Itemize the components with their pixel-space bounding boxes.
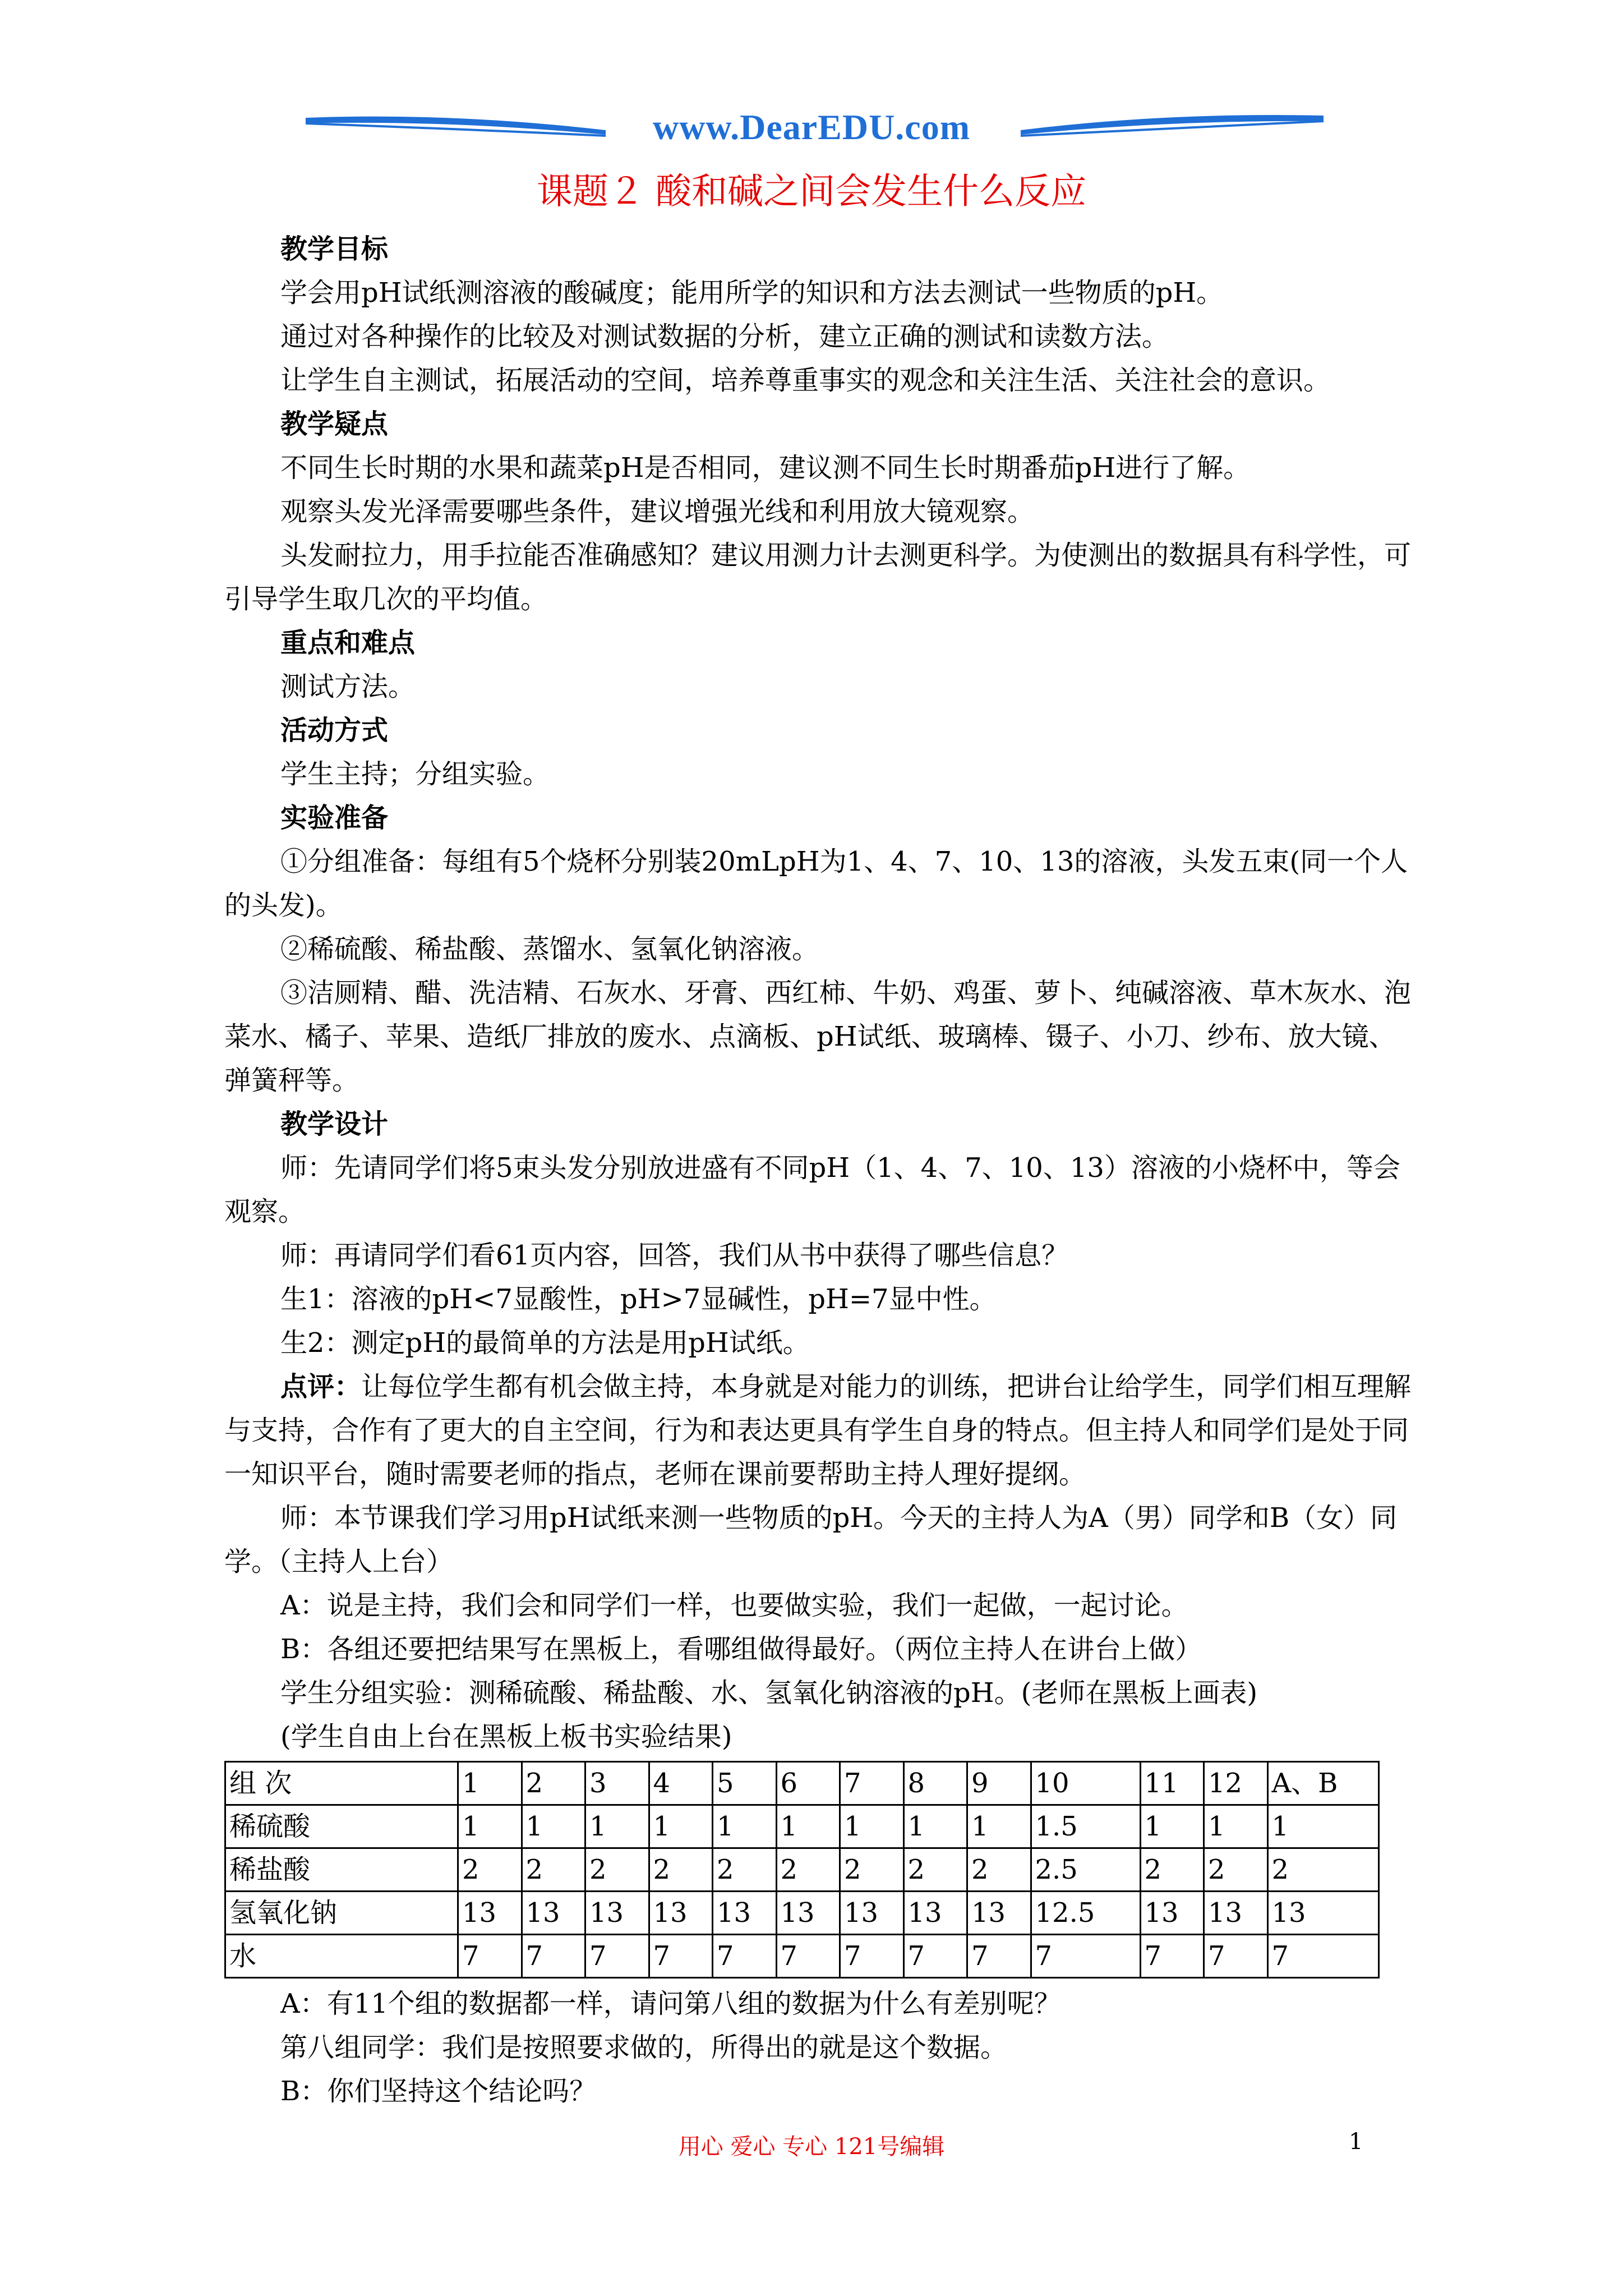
section-heading: 重点和难点 <box>280 627 416 659</box>
table-cell: 1 <box>458 1805 522 1848</box>
table-cell: 12.5 <box>1031 1892 1140 1935</box>
table-row <box>225 1892 1379 1935</box>
table-row <box>225 1805 1379 1848</box>
paragraph: 头发耐拉力，用手拉能否准确感知？建议用测力计去测更科学。为使测出的数据具有科学性，可引导学生取几次的平均值。 <box>224 540 1412 615</box>
paragraph: 让学生自主测试，拓展活动的空间，培养尊重事实的观念和关注生活、关注社会的意识。 <box>280 365 1331 396</box>
table-row <box>225 1848 1379 1892</box>
table-cell: 13 <box>713 1892 777 1935</box>
paragraph: 师：再请同学们看61页内容，回答，我们从书中获得了哪些信息？ <box>280 1240 1069 1271</box>
table-cell: 7 <box>1031 1935 1140 1978</box>
results-table <box>224 1761 1380 1978</box>
table-cell: 1 <box>1267 1805 1379 1848</box>
table-cell: 6 <box>776 1762 840 1805</box>
table-cell: 2 <box>458 1848 522 1892</box>
table-cell: 13 <box>458 1892 522 1935</box>
table-cell: 13 <box>1140 1892 1204 1935</box>
table-cell: 1 <box>967 1805 1031 1848</box>
table-cell: 1 <box>1140 1805 1204 1848</box>
table-cell: 7 <box>840 1935 904 1978</box>
table-cell: 1 <box>649 1805 713 1848</box>
table-cell: 2 <box>967 1848 1031 1892</box>
table-cell: 13 <box>903 1892 967 1935</box>
table-cell: 7 <box>967 1935 1031 1978</box>
table-cell: 7 <box>649 1935 713 1978</box>
paragraph: 测试方法。 <box>280 671 416 702</box>
table-cell: 7 <box>1204 1935 1268 1978</box>
table-cell: 5 <box>713 1762 777 1805</box>
paragraph: 师：先请同学们将5束头发分别放进盛有不同pH（1、4、7、10、13）溶液的小烧杯中，等会观察。 <box>224 1152 1400 1227</box>
comment-paragraph <box>224 1365 1413 1496</box>
table-cell: 1 <box>458 1762 522 1805</box>
table-cell: 10 <box>1031 1762 1140 1805</box>
table-cell: 13 <box>649 1892 713 1935</box>
table-cell: 7 <box>522 1935 585 1978</box>
table-cell: 8 <box>903 1762 967 1805</box>
table-cell: 2 <box>649 1848 713 1892</box>
paragraph: 观察头发光泽需要哪些条件，建议增强光线和利用放大镜观察。 <box>280 496 1035 527</box>
table-cell: 2 <box>840 1848 904 1892</box>
table-cell: 稀盐酸 <box>225 1848 458 1892</box>
comment-label: 点评： <box>280 1371 362 1402</box>
page-title: 课题２ 酸和碱之间会发生什么反应 <box>536 171 1087 213</box>
table-cell: 9 <box>967 1762 1031 1805</box>
paragraph: B：各组还要把结果写在黑板上，看哪组做得最好。（两位主持人在讲台上做） <box>280 1634 1202 1665</box>
table-cell: 1 <box>840 1805 904 1848</box>
table-cell: 2 <box>1267 1848 1379 1892</box>
table-cell: 7 <box>1140 1935 1204 1978</box>
paragraph: 不同生长时期的水果和蔬菜pH是否相同，建议测不同生长时期番茄pH进行了解。 <box>280 452 1251 484</box>
table-cell: 2 <box>522 1762 585 1805</box>
table-cell: 7 <box>713 1935 777 1978</box>
table-cell: 7 <box>840 1762 904 1805</box>
paragraph: 通过对各种操作的比较及对测试数据的分析，建立正确的测试和读数方法。 <box>280 321 1169 352</box>
page-footer: 用心 爱心 专心 121号编辑 <box>678 2134 945 2160</box>
paragraph: A：有11个组的数据都一样，请问第八组的数据为什么有差别呢？ <box>280 1988 1061 2019</box>
table-cell: 1 <box>1204 1805 1268 1848</box>
paragraph: ③洁厕精、醋、洗洁精、石灰水、牙膏、西红柿、牛奶、鸡蛋、萝卜、纯碱溶液、草木灰水、泡菜水、橘子、苹果、造纸厂排放的废水、点滴板、pH试纸、玻璃棒、镊子、小刀、纱布、放大镜、弹簧秤等。 <box>224 977 1412 1096</box>
table-header-row <box>225 1762 1379 1805</box>
table-cell: 13 <box>1204 1892 1268 1935</box>
table-cell: 13 <box>522 1892 585 1935</box>
paragraph: 学会用pH试纸测溶液的酸碱度；能用所学的知识和方法去测试一些物质的pH。 <box>280 277 1224 309</box>
table-cell: 水 <box>225 1935 458 1978</box>
table-cell: 2.5 <box>1031 1848 1140 1892</box>
document-body <box>224 227 1413 2113</box>
table-cell: 13 <box>967 1892 1031 1935</box>
table-cell: 氢氧化钠 <box>225 1892 458 1935</box>
paragraph: A：说是主持，我们会和同学们一样，也要做实验，我们一起做，一起讨论。 <box>280 1590 1188 1621</box>
table-cell: 13 <box>1267 1892 1379 1935</box>
paragraph: B：你们坚持这个结论吗？ <box>280 2076 597 2107</box>
table-cell: 2 <box>1140 1848 1204 1892</box>
page-number: 1 <box>1349 2129 1363 2155</box>
table-cell: 7 <box>903 1935 967 1978</box>
table-cell: 2 <box>903 1848 967 1892</box>
table-cell: 2 <box>585 1848 649 1892</box>
table-cell: 1 <box>776 1805 840 1848</box>
section-heading: 教学目标 <box>280 233 389 265</box>
section-heading: 活动方式 <box>280 715 389 746</box>
table-cell: 1.5 <box>1031 1805 1140 1848</box>
paragraph: 师：本节课我们学习用pH试纸来测一些物质的pH。今天的主持人为A（男）同学和B（女）同学。（主持人上台） <box>224 1502 1398 1577</box>
table-cell: 1 <box>903 1805 967 1848</box>
table-cell: 2 <box>1204 1848 1268 1892</box>
table-cell: 3 <box>585 1762 649 1805</box>
paragraph: 学生主持；分组实验。 <box>280 758 550 790</box>
table-cell: 13 <box>585 1892 649 1935</box>
site-header <box>0 95 1623 157</box>
table-cell: 4 <box>649 1762 713 1805</box>
table-cell: 7 <box>585 1935 649 1978</box>
paragraph: 第八组同学：我们是按照要求做的，所得出的就是这个数据。 <box>280 2032 1008 2063</box>
table-cell: 7 <box>776 1935 840 1978</box>
section-heading: 教学设计 <box>280 1108 389 1140</box>
table-cell: 稀硫酸 <box>225 1805 458 1848</box>
table-cell: 12 <box>1204 1762 1268 1805</box>
table-cell: 13 <box>840 1892 904 1935</box>
section-heading: 教学疑点 <box>280 408 389 440</box>
table-row <box>225 1935 1379 1978</box>
section-heading: 实验准备 <box>280 802 389 834</box>
paragraph: (学生自由上台在黑板上板书实验结果) <box>280 1721 732 1752</box>
table-cell: 2 <box>776 1848 840 1892</box>
table-cell: 组 次 <box>225 1762 458 1805</box>
table-cell: 1 <box>585 1805 649 1848</box>
site-logo[interactable]: www.DearEDU.com <box>653 107 970 147</box>
comment-text: 让每位学生都有机会做主持，本身就是对能力的训练，把讲台让给学生，同学们相互理解与支持，合作有了更大的自主空间，行为和表达更具有学生自身的特点。但主持人和同学们是处于同一知识平台，随时需要老师的指点，老师在课前要帮助主持人理好提纲。 <box>224 1371 1412 1490</box>
table-cell: 2 <box>522 1848 585 1892</box>
paragraph: ②稀硫酸、稀盐酸、蒸馏水、氢氧化钠溶液。 <box>280 933 819 965</box>
table-cell: 7 <box>1267 1935 1379 1978</box>
table-cell: A、B <box>1267 1762 1379 1805</box>
paragraph: 生1：溶液的pH<7显酸性，pH>7显碱性，pH=7显中性。 <box>280 1283 997 1315</box>
table-cell: 11 <box>1140 1762 1204 1805</box>
paragraph: 生2：测定pH的最简单的方法是用pH试纸。 <box>280 1327 810 1359</box>
paragraph: 学生分组实验：测稀硫酸、稀盐酸、水、氢氧化钠溶液的pH。(老师在黑板上画表) <box>280 1677 1258 1709</box>
table-cell: 13 <box>776 1892 840 1935</box>
table-cell: 2 <box>713 1848 777 1892</box>
paragraph: ①分组准备：每组有5个烧杯分别装20mLpH为1、4、7、10、13的溶液，头发五束(同一个人的头发)。 <box>224 846 1408 921</box>
table-cell: 7 <box>458 1935 522 1978</box>
table-cell: 1 <box>522 1805 585 1848</box>
table-cell: 1 <box>713 1805 777 1848</box>
